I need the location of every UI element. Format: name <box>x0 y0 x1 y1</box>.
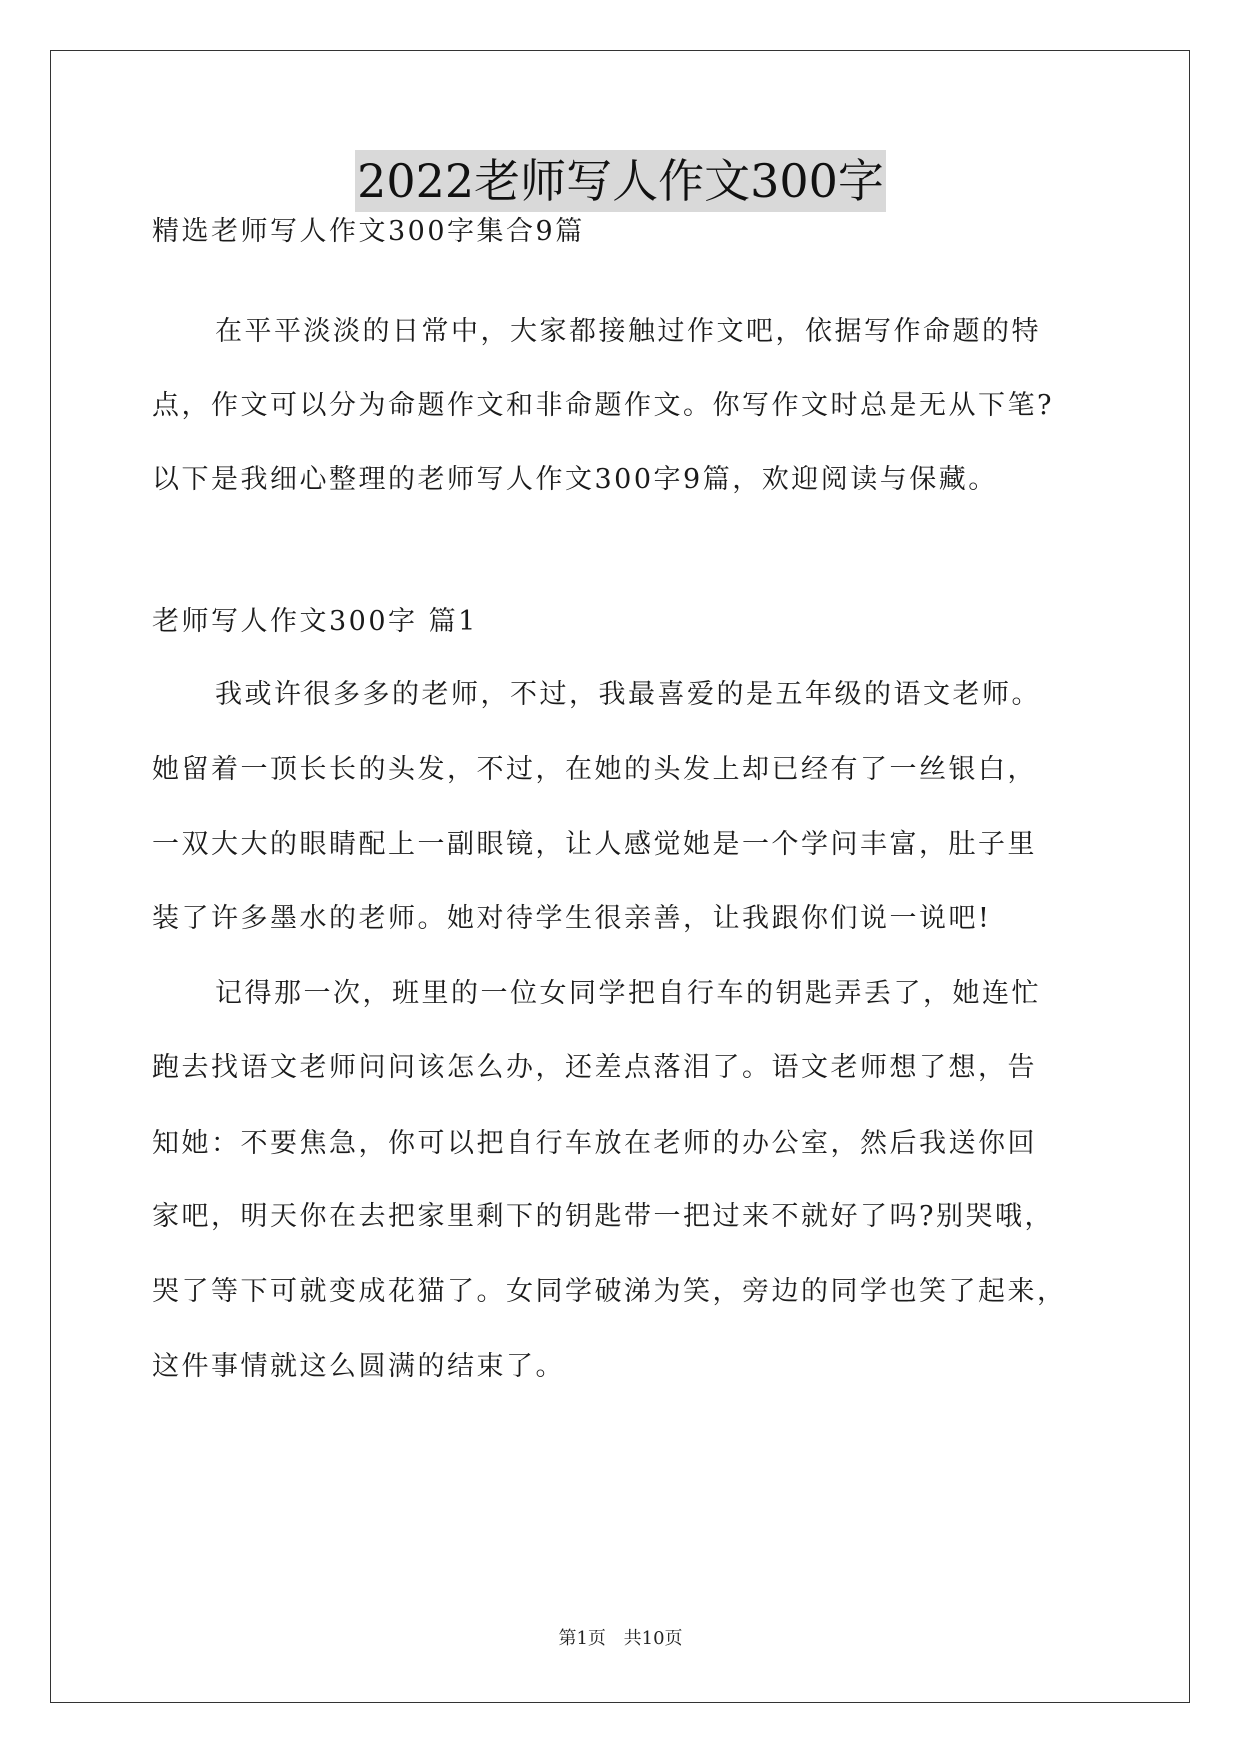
page-border <box>50 50 1190 1703</box>
body-line-7: 知她：不要焦急，你可以把自行车放在老师的办公室，然后我送你回 <box>152 1128 1037 1159</box>
body-line-1: 我或许很多多的老师，不过，我最喜爱的是五年级的语文老师。 <box>215 679 1041 710</box>
intro-line-3: 以下是我细心整理的老师写人作文300字9篇，欢迎阅读与保藏。 <box>152 464 998 495</box>
body-line-8: 家吧，明天你在去把家里剩下的钥匙带一把过来不就好了吗?别哭哦， <box>152 1201 1054 1232</box>
collection-subtitle: 精选老师写人作文300字集合9篇 <box>152 216 585 247</box>
body-line-2: 她留着一顶长长的头发，不过，在她的头发上却已经有了一丝银白， <box>152 754 1037 785</box>
section-heading: 老师写人作文300字 篇1 <box>152 606 478 637</box>
intro-line-1: 在平平淡淡的日常中，大家都接触过作文吧，依据写作命题的特 <box>215 316 1041 347</box>
title-container <box>0 150 1241 212</box>
document-title: 2022老师写人作文300字 <box>355 150 886 212</box>
intro-line-2: 点，作文可以分为命题作文和非命题作文。你写作文时总是无从下笔? <box>152 390 1054 421</box>
body-line-3: 一双大大的眼睛配上一副眼镜，让人感觉她是一个学问丰富，肚子里 <box>152 829 1037 860</box>
body-line-9: 哭了等下可就变成花猫了。女同学破涕为笑，旁边的同学也笑了起来， <box>152 1276 1067 1307</box>
body-line-4: 装了许多墨水的老师。她对待学生很亲善，让我跟你们说一说吧! <box>152 903 992 934</box>
body-line-10: 这件事情就这么圆满的结束了。 <box>152 1351 565 1382</box>
body-line-6: 跑去找语文老师问问该怎么办，还差点落泪了。语文老师想了想，告 <box>152 1052 1037 1083</box>
page-footer <box>0 1627 1241 1651</box>
page-number: 第1页 <box>558 1628 606 1649</box>
body-line-5: 记得那一次，班里的一位女同学把自行车的钥匙弄丢了，她连忙 <box>215 978 1041 1009</box>
page-total: 共10页 <box>623 1628 683 1649</box>
